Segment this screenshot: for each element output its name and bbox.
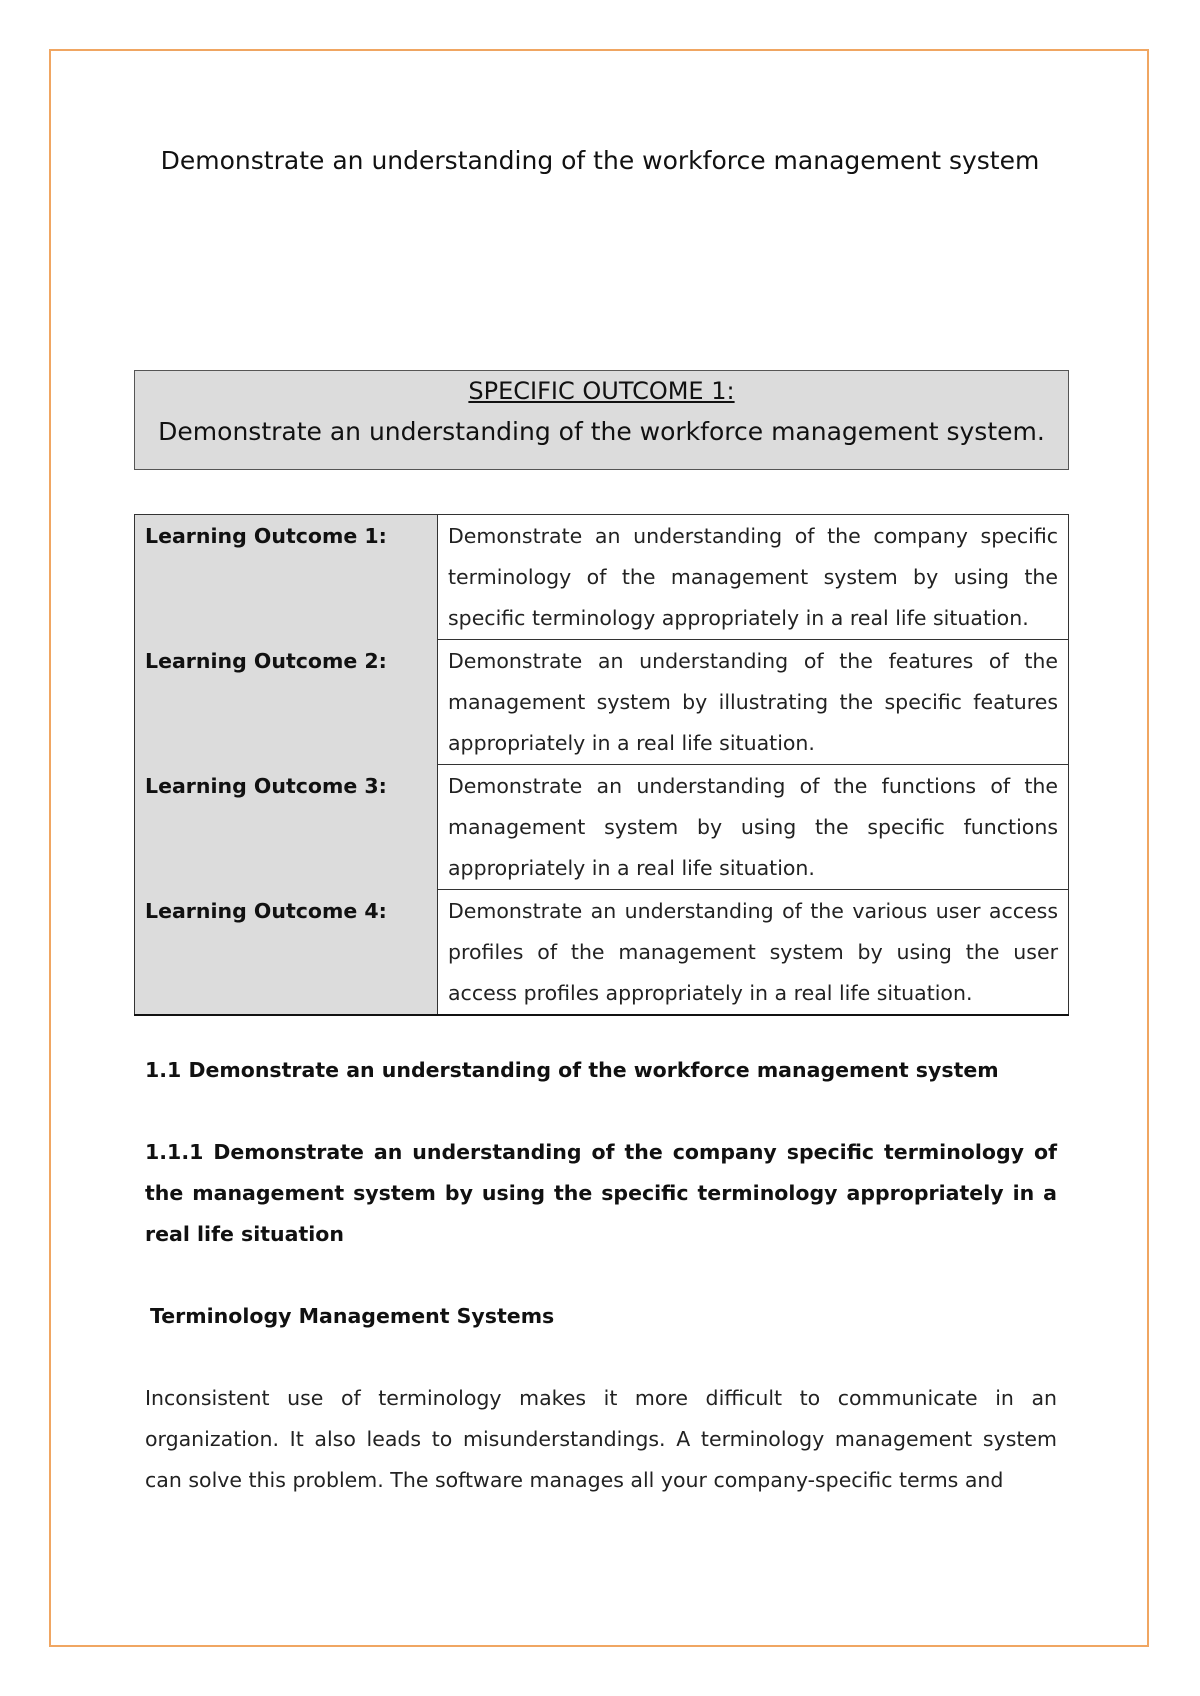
learning-outcome-description: Demonstrate an understanding of the various user access profiles of the management system by using the user access profiles appropriately in a real life situation. (438, 890, 1069, 1016)
learning-outcomes-table (134, 514, 1069, 1016)
table-row (135, 890, 1069, 1016)
learning-outcome-description: Demonstrate an understanding of the features of the management system by illustrating the specific features appropriately in a real life situation. (438, 640, 1069, 765)
table-row (135, 765, 1069, 890)
section-heading-1-1-1: 1.1.1 Demonstrate an understanding of the company specific terminology of the management system by using the specific terminology appropriately in a real life situation (145, 1140, 1057, 1246)
section-heading-1-1: 1.1 Demonstrate an understanding of the workforce management system (145, 1058, 999, 1082)
body-paragraph: Inconsistent use of terminology makes it more difficult to communicate in an organization. It also leads to misunderstandings. A terminology management system can solve this problem. The software manages all your company-specific terms and (145, 1386, 1057, 1492)
specific-outcome-text: Demonstrate an understanding of the workforce management system. (158, 417, 1045, 446)
learning-outcome-description: Demonstrate an understanding of the functions of the management system by using the specific functions appropriately in a real life situation. (438, 765, 1069, 890)
learning-outcome-description: Demonstrate an understanding of the company specific terminology of the management system by using the specific terminology appropriately in a real life situation. (438, 515, 1069, 640)
learning-outcome-label: Learning Outcome 2: (135, 640, 438, 765)
learning-outcome-label: Learning Outcome 1: (135, 515, 438, 640)
table-row (135, 515, 1069, 640)
table-row (135, 640, 1069, 765)
specific-outcome-box (134, 370, 1069, 470)
learning-outcome-label: Learning Outcome 3: (135, 765, 438, 890)
document-title: Demonstrate an understanding of the workforce management system (160, 146, 1040, 175)
learning-outcome-label: Learning Outcome 4: (135, 890, 438, 1016)
specific-outcome-heading: SPECIFIC OUTCOME 1: (468, 377, 735, 405)
subheading-terminology-management: Terminology Management Systems (150, 1304, 555, 1328)
